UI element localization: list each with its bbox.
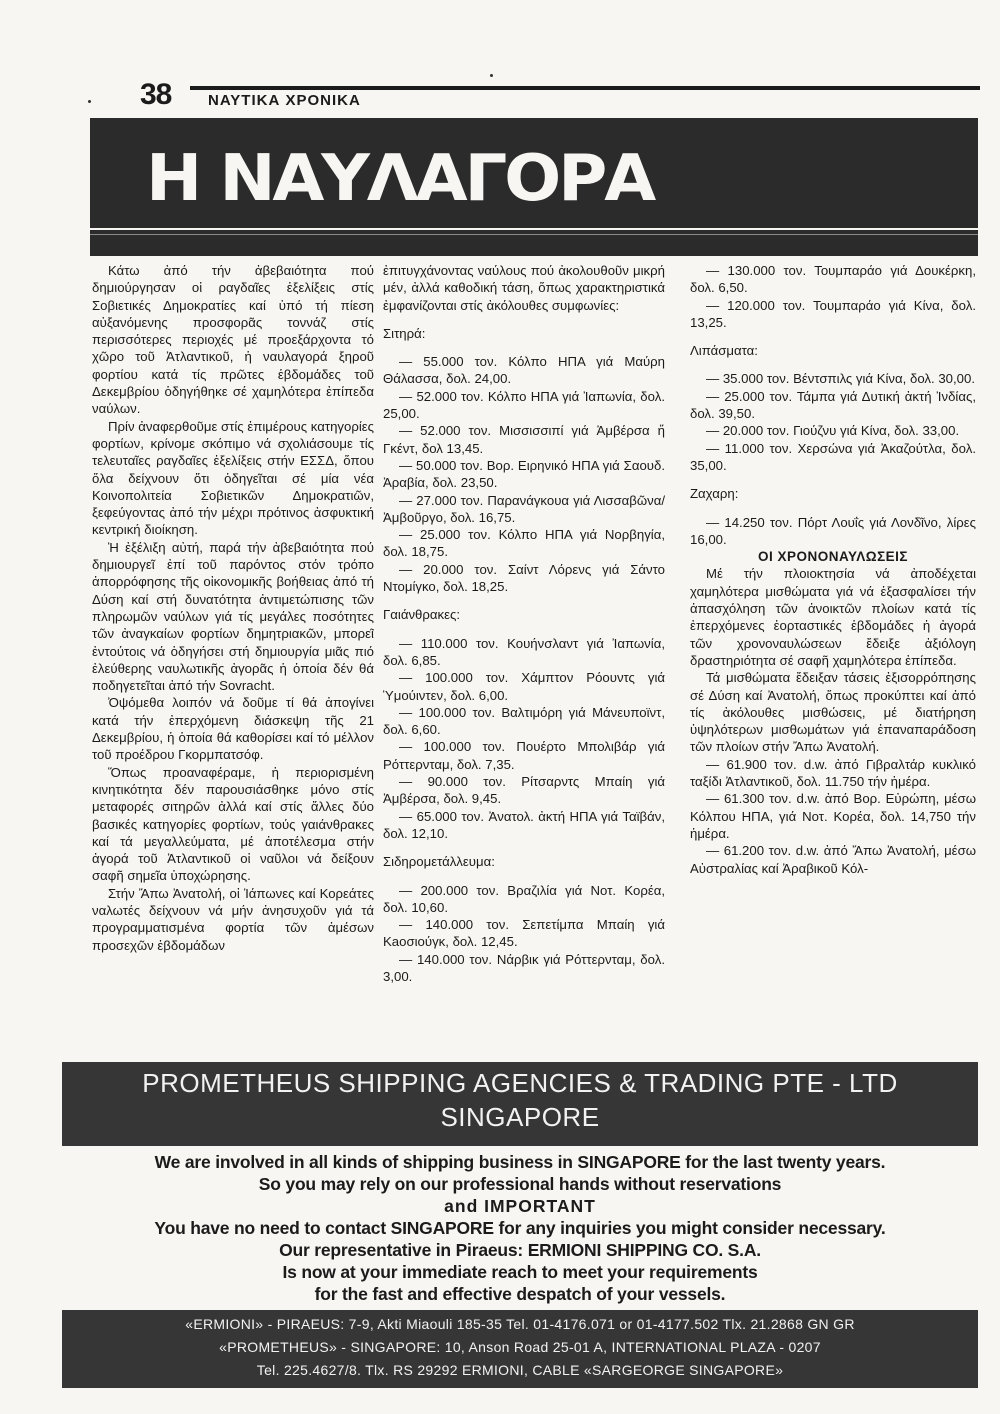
- ad-text-line: We are involved in all kinds of shipping business in SINGAPORE for the last twenty years.: [154, 1152, 886, 1172]
- list-item: — 27.000 τον. Παρανάγκουα γιά Λισσαβῶνα/ Ἀμβοῦργο, δολ. 16,75.: [383, 492, 665, 525]
- list-item: — 140.000 τον. Νάρβικ γιά Ρόττερνταμ, δολ. 3,00.: [383, 951, 665, 984]
- category-heading-fertilizers: Λιπάσματα:: [690, 343, 758, 359]
- subsection-title: ΟΙ ΧΡΟΝΟΝΑΥΛΩΣΕΙΣ: [757, 549, 909, 565]
- list-item: — 61.900 τον. d.w. ἀπό Γιβραλτάρ κυκλικό ταξίδι Ἀτλαντικοῦ, δολ. 11.750 τήν ἡμέρα.: [690, 756, 976, 790]
- page-number: 38: [140, 78, 172, 111]
- list-item: — 100.000 τον. Χάμπτον Ρόουντς γιά Ὑμούιντεν, δολ. 6,00.: [383, 670, 665, 703]
- category-heading-grain: Σιτηρά:: [383, 325, 426, 341]
- list-item: — 90.000 τον. Ρίτσαρντς Μπαίη γιά Ἀμβέρσα, δολ. 9,45.: [383, 774, 665, 807]
- ad-text-line: Our representative in Piraeus: ERMIONI SHIPPING CO. S.A.: [279, 1240, 761, 1260]
- banner-stripe: [90, 228, 978, 230]
- list-item: — 100.000 τον. Πουέρτο Μπολιβάρ γιά Ρόττερνταμ, δολ. 7,35.: [383, 739, 665, 772]
- list-item: — 35.000 τον. Βέντσπιλς γιά Κίνα, δολ. 30,00.: [706, 371, 975, 387]
- list-item: — 130.000 τον. Τουμπαράο γιά Δουκέρκη, δολ. 6,50.: [690, 263, 976, 296]
- ad-text-line: and IMPORTANT: [444, 1196, 596, 1216]
- contact-line: Tel. 225.4627/8. Tlx. RS 29292 ERMIONI, CABLE «SARGEORGE SINGAPORE»: [256, 1362, 784, 1378]
- ad-company-location: SINGAPORE: [440, 1102, 600, 1132]
- list-item: — 52.000 τον. Κόλπο ΗΠΑ γιά Ἰαπωνία, δολ. 25,00.: [383, 388, 665, 422]
- list-item: — 61.200 τον. d.w. ἀπό Ἄπω Ἀνατολή, μέσω Αὐστραλίας καί Ἀραβικοῦ Κόλ-: [690, 843, 976, 876]
- paragraph: Κάτω ἀπό τήν ἀβεβαιότητα πού δημιούργησαν οἱ ραγδαῖες ἐξελίξεις στίς Σοβιετικές Δημοκρατίες καί ὑπό τή πίεση αὐξανόμενης προσφορᾶς τοννάζ στίς περισσότερες περιοχές μέ προεξάρχοντα τό χῶρο τοῦ Ἀτλαντικοῦ, ἡ ναυλαγορά ξηροῦ φορτίου κατά τίς πρῶτες ἑβδομάδες τοῦ Δεκεμβρίου ὁδηγήθηκε σέ χαμηλότερα ἐπίπεδα ναύλων.: [92, 263, 374, 417]
- list-item: — 20.000 τον. Σαίντ Λόρενς γιά Σάντο Ντομίγκο, δολ. 18,25.: [383, 561, 665, 595]
- list-item: — 110.000 τον. Κουήνσλαντ γιά Ἰαπωνία, δολ. 6,85.: [383, 635, 665, 668]
- category-heading-ore: Σιδηρομετάλλευμα:: [383, 854, 495, 870]
- category-heading-coal: Γαιάνθρακες:: [383, 607, 460, 623]
- list-item: — 25.000 τον. Τάμπα γιά Δυτική ἀκτή Ἰνδίας, δολ. 39,50.: [690, 388, 976, 422]
- list-item: — 52.000 τον. Μισσισσιπί γιά Ἀμβέρσα ἤ Γκέντ, δολ 13,45.: [383, 423, 665, 456]
- category-heading-sugar: Ζαχαρη:: [690, 486, 739, 502]
- paragraph: Μέ τήν πλοιοκτησία νά ἀποδέχεται χαμηλότερα μισθώματα γιά νά ἐξασφαλίσει τήν ἀπασχόληση τῶν ἀνοικτῶν πλοίων κατά τίς ἐπερχόμενες ἑορταστικές ἑβδομάδες ἡ ἀγορά τῶν χρονοναυλώσεων ἔδειξε ἀξιόλογη δραστηριότητα σέ σαφῆ χαμηλότερα ἐπίπεδα.: [690, 566, 976, 668]
- section-banner: [90, 118, 978, 256]
- list-item: — 11.000 τον. Χερσώνα γιά Ἀκαζούτλα, δολ. 35,00.: [690, 440, 976, 473]
- list-item: — 65.000 τον. Ἀνατολ. ἀκτή ΗΠΑ γιά Ταϊβάν, δολ. 12,10.: [383, 808, 665, 841]
- paragraph: Ἡ ἐξέλιξη αὐτή, παρά τήν ἀβεβαιότητα πού δημιουργεῖ ἐπί τοῦ παρόντος στόν τρόπο ἀπορρόφησης τῆς οἰκονομικῆς βοήθειας ἀπό τή Δύση καί στή δυνατότητα ἀντιμετώπισης τῶν πληρωμῶν ναύλων γιά τίς μεγάλες ποσότητες τῶν ἀναγκαίων φορτίων δημητριακῶν, μπορεῖ ἐντούτοις νά ὁδηγήσει στή δημιουργία μιᾶς πιό ἐλεύθερης ναυλωτικῆς ἀγορᾶς ἡ ὁποία δέν θά ποδηγετεῖται ἀπό τήν Sovracht.: [92, 539, 374, 694]
- contact-line: «ERMIONI» - PIRAEUS: 7-9, Akti Miaouli 185-35 Tel. 01-4176.071 or 01-4177.502 Tlx. 21.2868 GN GR: [185, 1316, 855, 1332]
- ad-company-name: PROMETHEUS SHIPPING AGENCIES & TRADING PTE - LTD: [142, 1068, 898, 1098]
- paragraph: Τά μισθώματα ἔδειξαν τάσεις ἐξισορρόπησης σέ Δύση καί Ἀνατολή, ὅπως προκύπτει καί ἀπό τίς ἀκόλουθες μισθώσεις, μέ διατήρηση ὑψηλότερων μισθωμάτων γιά ἐπαναπαράδοση τῶν πλοίων στήν Ἄπω Ἀνατολή.: [690, 670, 976, 755]
- banner-stripe-thin: [90, 234, 978, 235]
- list-item: — 140.000 τον. Σεπετίμπα Μπαίη γιά Κaοσιούγκ, δολ. 12,45.: [383, 917, 665, 950]
- article-column-1: [92, 262, 374, 1058]
- ad-company-box: [62, 1062, 978, 1146]
- paragraph: Ὅπως προαναφέραμε, ἡ περιορισμένη κινητικότητα δέν παρουσιάσθηκε μόνο στίς μεταφορές σιτηρῶν ἀλλά καί στίς ἄλλες δύο βασικές κατηγορίες φορτίων, τούς γαιάνθρακες καί τά μεγαλλεύματα, μέ ἀποτέλεσμα στήν ἀγορά τοῦ Ἀτλαντικοῦ οἱ ναῦλοι νά δείξουν σαφῆ σημεῖα ὑποχώρησης.: [92, 764, 374, 884]
- list-item: — 50.000 τον. Βορ. Ειρηνικό ΗΠΑ γιά Σαουδ. Ἀραβία, δολ. 23,50.: [383, 457, 665, 491]
- ad-text-line: You have no need to contact SINGAPORE for any inquiries you might consider necessary.: [154, 1218, 886, 1238]
- list-item: — 55.000 τον. Κόλπο ΗΠΑ γιά Μαύρη Θάλασσα, δολ. 24,00.: [383, 354, 665, 387]
- paragraph: Στήν Ἄπω Ἀνατολή, οἱ Ἰάπωνες καί Κορεάτες ναλωτές δείχνουν νά μήν ἀνησυχοῦν γιά τά προγραμματισμένα φορτία τῶν ἀμέσων προσεχῶν ἑβδομάδων: [92, 885, 374, 953]
- list-item: — 20.000 τον. Γιούζνυ γιά Κίνα, δολ. 33,00.: [706, 423, 960, 439]
- list-item: — 200.000 τον. Βραζιλία γιά Νοτ. Κορέα, δολ. 10,60.: [383, 882, 665, 915]
- contact-line: «PROMETHEUS» - SINGAPORE: 10, Anson Road 25-01 A, INTERNATIONAL PLAZA - 0207: [219, 1339, 821, 1355]
- list-item: — 61.300 τον. d.w. ἀπό Βορ. Εὐρώπη, μέσω Κόλπου ΗΠΑ, γιά Νοτ. Κορέα, δολ. 14,750 τήν ἡμέρα.: [690, 791, 976, 841]
- article-column-2: [383, 262, 665, 1058]
- ad-text-line: Is now at your immediate reach to meet your requirements: [282, 1262, 758, 1282]
- ad-text-line: for the fast and effective despatch of your vessels.: [314, 1284, 726, 1304]
- paragraph: Ὀψόμεθα λοιπόν νά δοῦμε τί θά ἀπογίνει κατά τήν ἐπερχόμενη διάσκεψη τῆς 21 Δεκεμβρίου, ἡ ὁποία θά καθορίσει καί τό μέλλον τοῦ προέδρου Γκορμπατσόφ.: [92, 695, 374, 763]
- ad-text-line: So you may rely on our professional hands without reservations: [258, 1174, 782, 1194]
- list-item: — 120.000 τον. Τουμπαράο γιά Κίνα, δολ. 13,25.: [690, 297, 976, 330]
- publication-name: ΝΑΥΤΙΚΑ ΧΡΟΝΙΚΑ: [208, 92, 361, 109]
- paragraph: Πρίν ἀναφερθοῦμε στίς ἐπιμέρους κατηγορίες φορτίων, κρίνομε σκόπιμο νά σχολιάσουμε τίς τελευταῖες ραγδαῖες ἐξελίξεις στήν ΕΣΣΔ, ὅπου ὅλα δείχνουν ὅτι ὁδηγεῖται σέ μία νέα Κοινοπολιτεία Σοβιετικῶν Δημοκρατιῶν, ξεφεύγοντας ἀπό τήν μέχρι πρότινος ἀσφυκτική κεντρική διοίκηση.: [92, 418, 374, 538]
- article-column-3: [690, 262, 976, 1058]
- section-title: Η ΝΑΥΛΑΓΟΡΑ: [146, 142, 654, 216]
- list-item: — 14.250 τον. Πόρτ Λουΐς γιά Λονδῖνο, λίρες 16,00.: [690, 514, 976, 547]
- list-item: — 25.000 τον. Κόλπο ΗΠΑ γιά Νορβηγία, δολ. 18,75.: [383, 527, 665, 560]
- header-rule: [190, 86, 980, 90]
- ad-contact-box: [62, 1310, 978, 1388]
- list-item: — 100.000 τον. Βαλτιμόρη γιά Μάνευποϊντ, δολ. 6,60.: [383, 704, 665, 738]
- paragraph: ἐπιτυγχάνοντας ναύλους πού ἀκολουθοῦν μικρή μέν, ἀλλά καθοδική τάση, ὅπως χαρακτηριστικά ἐμφανίζονται στίς ἀκόλουθες συμφωνίες:: [383, 263, 665, 313]
